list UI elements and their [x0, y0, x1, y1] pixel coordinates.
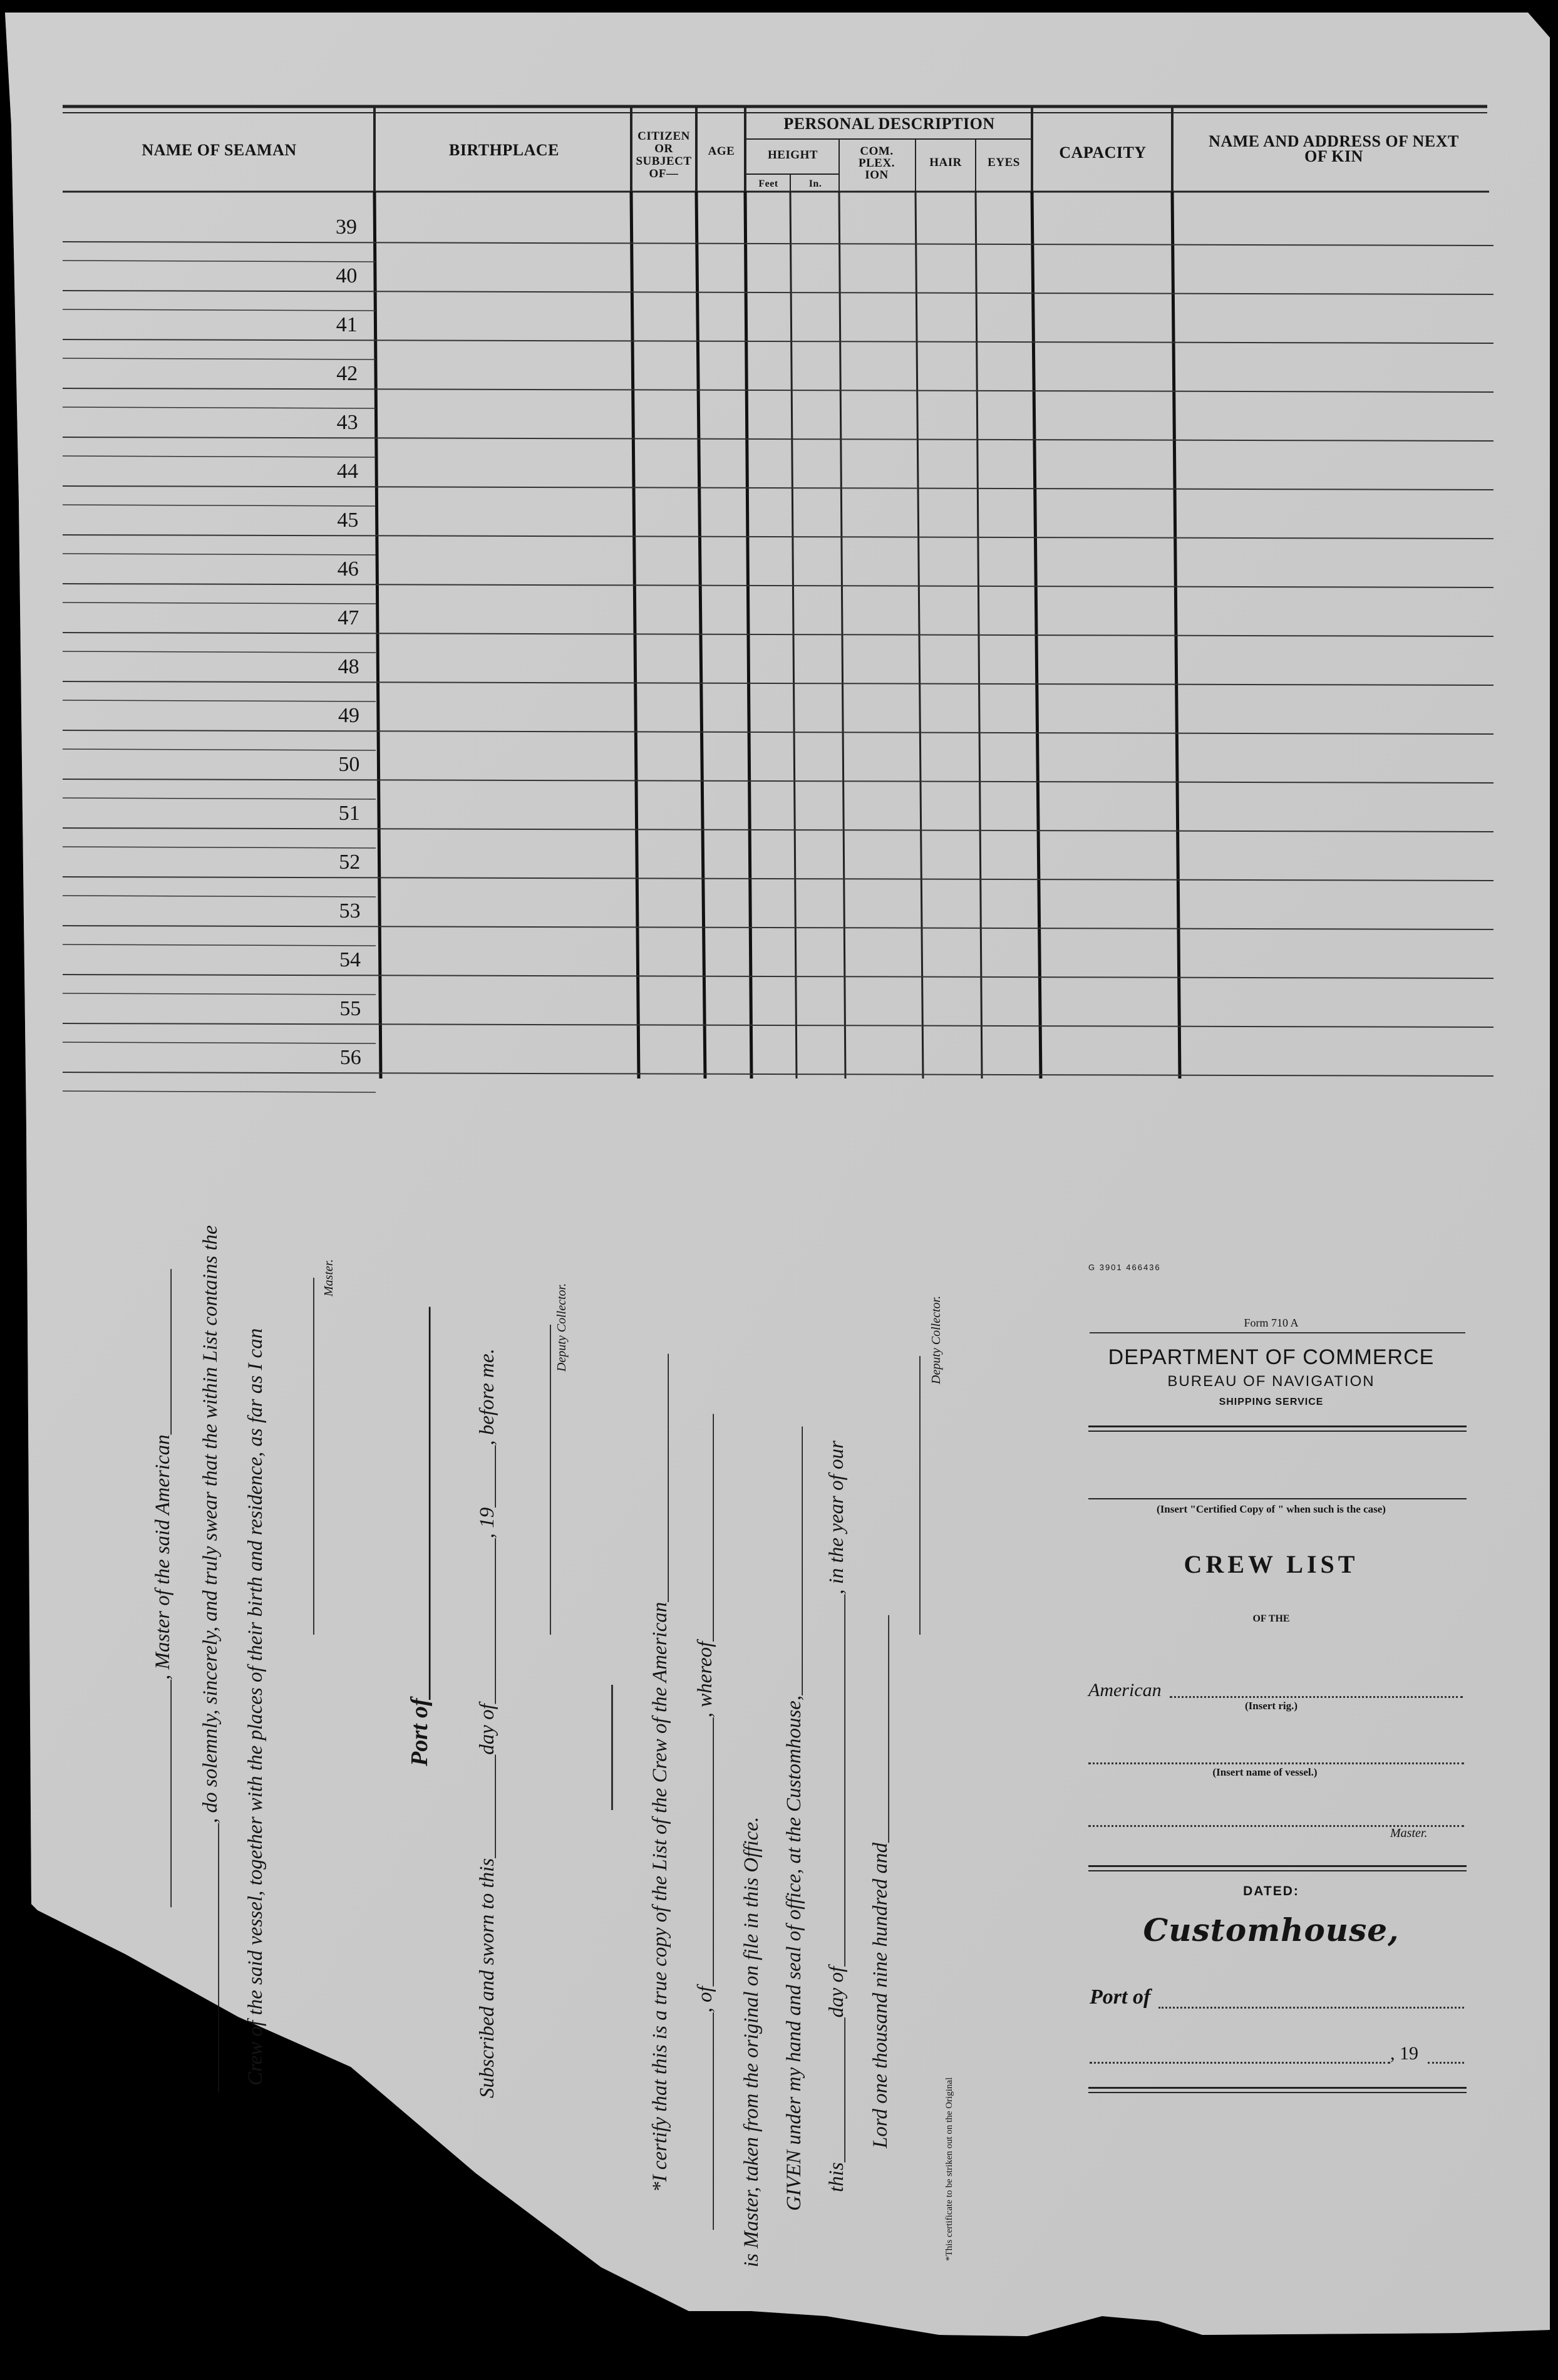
- oath-subscribed-line: Subscribed and sworn to this__________day of________________, 19______, before me.: [476, 1348, 498, 2098]
- service-title: SHIPPING SERVICE: [1219, 1397, 1324, 1407]
- column-header-name-of-seaman: NAME OF SEAMAN: [142, 141, 297, 159]
- row-line: [63, 779, 1494, 783]
- certificate-line-2: _____________________, of__________________________, whereof______________________: [694, 1414, 716, 2230]
- certificate-line-3: is Master, taken from the original on file in this Office.: [740, 1816, 763, 2267]
- column-header-complexion: COM. PLEX. ION: [859, 145, 895, 182]
- form-number: Form 710 A: [1244, 1317, 1299, 1329]
- row-line: [63, 1072, 1494, 1076]
- certificate-line-1: *I certify that this is a true copy of the List of the Crew of the American________________________: [649, 1353, 671, 2192]
- name-underline: [63, 700, 376, 701]
- row-number: 46: [337, 557, 359, 581]
- rule: [1090, 1332, 1465, 1333]
- row-line: [63, 1023, 1494, 1027]
- name-underline: [63, 554, 376, 555]
- row-line: [63, 926, 1494, 929]
- department-title: DEPARTMENT OF COMMERCE: [1108, 1345, 1435, 1369]
- row-number: 44: [337, 460, 358, 483]
- row-line: [63, 877, 1494, 881]
- date-field: [1090, 2062, 1390, 2064]
- name-underline: [63, 358, 376, 360]
- name-underline: [63, 1042, 376, 1043]
- name-underline: [63, 993, 376, 995]
- column-header-height: HEIGHT: [767, 148, 818, 162]
- column-header-citizen: CITIZEN OR SUBJECT OF—: [636, 130, 692, 180]
- of-the-label: OF THE: [1252, 1613, 1290, 1624]
- name-underline: [63, 749, 376, 750]
- row-number: 45: [337, 509, 359, 532]
- certificate-footnote: *This certificate to be striken out on the Original: [944, 2077, 954, 2261]
- dated-label: DATED:: [1243, 1884, 1299, 1898]
- row-number: 47: [338, 606, 359, 629]
- column-header-inches: In.: [808, 178, 822, 189]
- vessel-name-field: [1088, 1762, 1464, 1764]
- rule: [1088, 1870, 1467, 1871]
- name-underline: [63, 847, 376, 848]
- row-number: 42: [336, 362, 358, 385]
- row-line: [63, 437, 1494, 441]
- name-underline: [63, 944, 376, 946]
- certificate-line-4: GIVEN under my hand and seal of office, at the Customhouse,__________________________: [783, 1426, 805, 2211]
- rule: [1088, 2092, 1467, 2093]
- cover-port-of-label: Port of: [1090, 1985, 1151, 2009]
- row-number: 48: [338, 655, 359, 678]
- rule: [1088, 1431, 1467, 1432]
- name-underline: [63, 603, 376, 604]
- master-signature-line: [313, 1278, 314, 1635]
- row-number: 56: [339, 1046, 361, 1069]
- row-line: [63, 730, 1494, 734]
- oath-deputy-collector: Deputy Collector.: [555, 1283, 569, 1372]
- name-underline: [63, 651, 376, 653]
- row-line: [63, 681, 1494, 685]
- port-field: [1158, 2007, 1464, 2009]
- master-label: Master.: [322, 1259, 336, 1296]
- certificate-line-5: this______________day of____________________________________, in the year of our: [825, 1441, 848, 2192]
- insert-certified-note: (Insert "Certified Copy of " when such is the case): [1157, 1503, 1386, 1515]
- year-field: [1428, 2062, 1464, 2064]
- rule: [1088, 1425, 1467, 1427]
- rule: [1088, 2087, 1467, 2089]
- row-line: [63, 291, 1494, 294]
- row-line: [63, 584, 1494, 587]
- row-number: 54: [339, 948, 361, 971]
- row-number: 51: [338, 802, 360, 825]
- rule: [1088, 1498, 1467, 1499]
- oath-line-3: Crew of the said vessel, together with the places of their birth and residence, as far as I can: [244, 1328, 267, 2086]
- column-header-personal-description: PERSONAL DESCRIPTION: [783, 115, 995, 133]
- column-header-age: AGE: [708, 145, 735, 158]
- rule: [1088, 1865, 1467, 1867]
- crew-list-title: CREW LIST: [1184, 1550, 1359, 1578]
- row-line: [63, 535, 1494, 539]
- insert-rig-note: (Insert rig.): [1244, 1700, 1298, 1712]
- certificate-line-6: Lord one thousand nine hundred and______________________: [869, 1615, 892, 2148]
- rig-field: [1170, 1696, 1463, 1698]
- name-underline: [63, 407, 376, 408]
- name-underline: [63, 798, 376, 799]
- row-number: 49: [338, 704, 359, 727]
- american-label: American: [1088, 1680, 1162, 1700]
- row-number: 43: [336, 411, 358, 434]
- column-header-birthplace: BIRTHPLACE: [448, 141, 559, 159]
- column-header-next-of-kin: NAME AND ADDRESS OF NEXT OF KIN: [1209, 132, 1459, 165]
- column-header-eyes: EYES: [988, 156, 1020, 169]
- row-line: [63, 828, 1494, 832]
- row-number: 41: [336, 313, 358, 336]
- row-line: [63, 242, 1494, 246]
- cover-year-label: , 19: [1390, 2043, 1418, 2064]
- bureau-title: BUREAU OF NAVIGATION: [1167, 1373, 1375, 1390]
- row-line: [63, 486, 1494, 490]
- row-number: 52: [339, 851, 361, 874]
- row-number: 39: [336, 215, 357, 239]
- name-underline: [63, 896, 376, 897]
- oath-line-1: ______________________, Master of the said American________________: [152, 1269, 174, 1907]
- printer-code: G 3901 466436: [1088, 1263, 1161, 1272]
- oath-divider: [611, 1685, 613, 1810]
- row-number: 55: [339, 997, 361, 1020]
- name-underline: [63, 261, 376, 262]
- name-underline: [63, 456, 376, 457]
- row-line: [63, 975, 1494, 978]
- name-underline: [63, 1091, 376, 1092]
- row-number: 50: [338, 753, 360, 776]
- insert-vessel-note: (Insert name of vessel.): [1212, 1766, 1318, 1778]
- column-header-feet: Feet: [758, 178, 778, 189]
- customhouse-title: Customhouse,: [1143, 1912, 1400, 1948]
- row-line: [63, 388, 1494, 392]
- certificate-signature-line: [919, 1356, 921, 1635]
- oath-line-2: __________________________, do solemnly, sincerely, and truly swear that the within List contains the: [199, 1225, 222, 2092]
- row-number: 40: [336, 264, 358, 287]
- column-header-hair: HAIR: [929, 156, 962, 169]
- name-underline: [63, 505, 376, 506]
- certificate-deputy-collector: Deputy Collector.: [929, 1295, 943, 1384]
- deputy-signature-line: [550, 1325, 551, 1635]
- cover-master-label: Master.: [1390, 1826, 1428, 1840]
- column-header-capacity: CAPACITY: [1059, 143, 1147, 162]
- oath-port-of: Port of_________________________________: [406, 1305, 433, 1766]
- row-number: 53: [339, 899, 361, 923]
- name-underline: [63, 309, 376, 311]
- row-line: [63, 633, 1494, 636]
- row-line: [63, 339, 1494, 343]
